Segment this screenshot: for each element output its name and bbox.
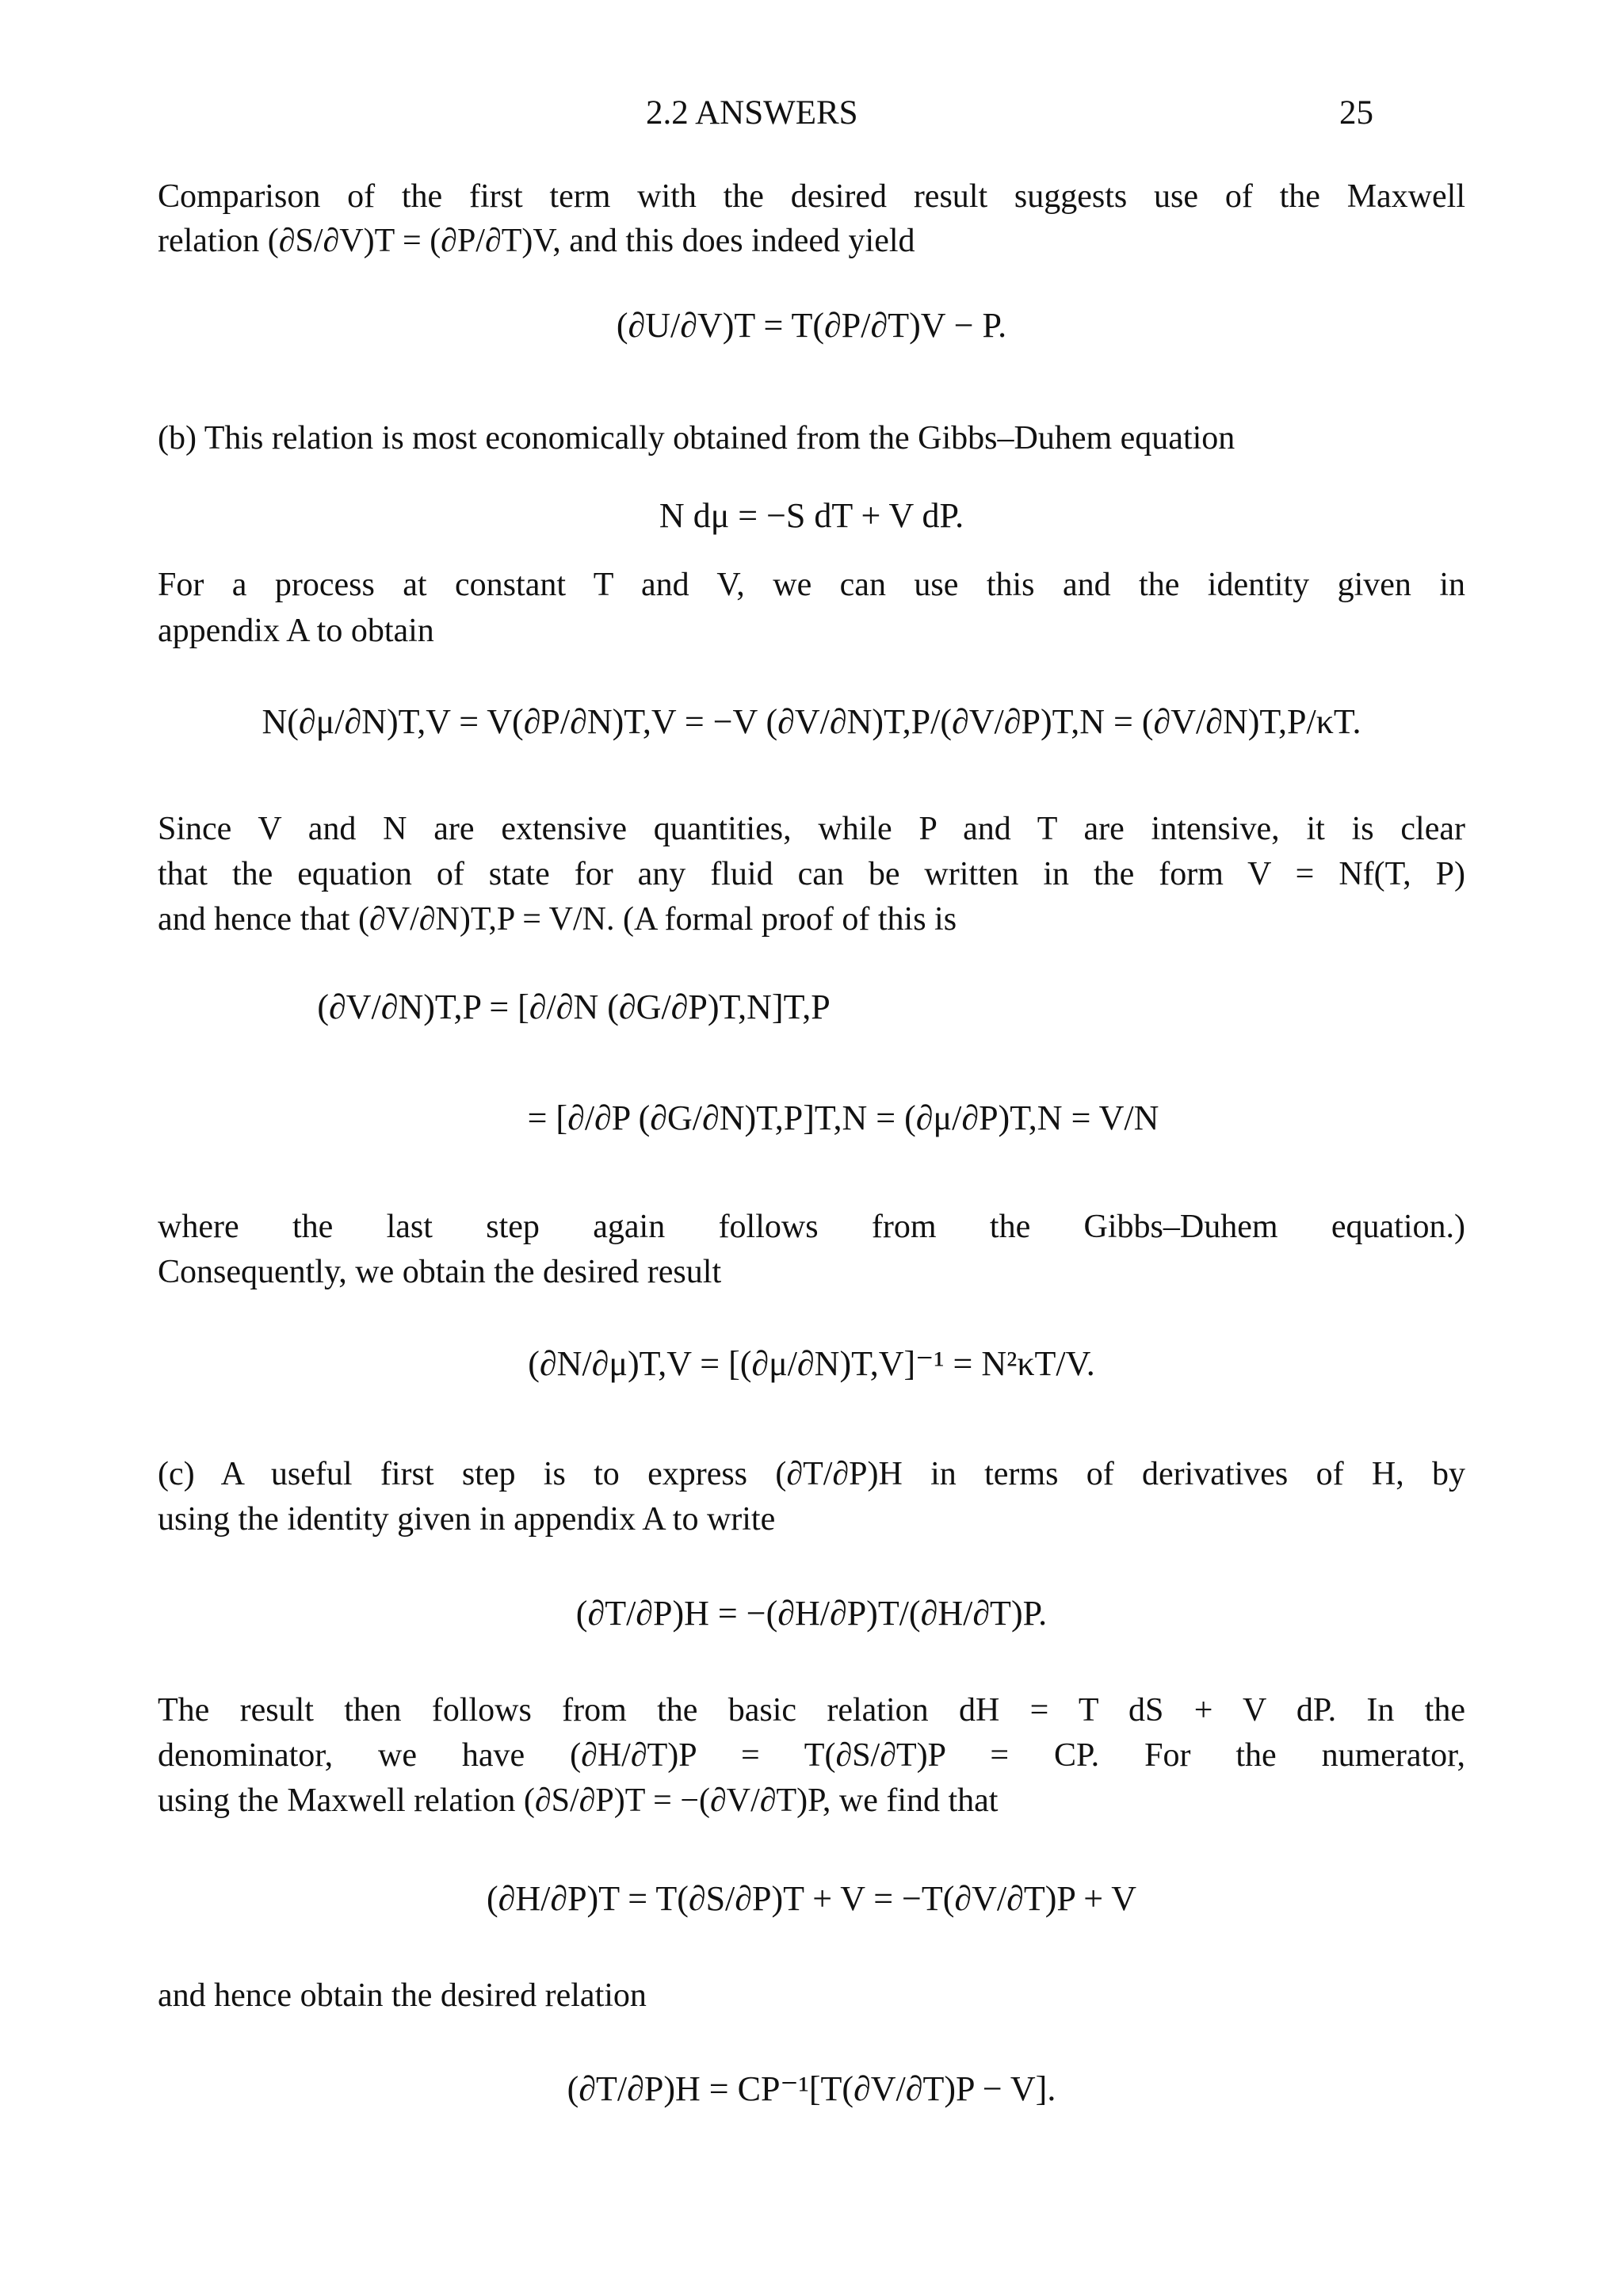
paragraph-line: and hence that (∂V/∂N)T,P = V/N. (A formal proof of this is — [158, 901, 957, 938]
paragraph-line: appendix A to obtain — [158, 613, 434, 649]
running-header: 2.2 ANSWERS — [646, 94, 858, 132]
paragraph-line: using the Maxwell relation (∂S/∂P)T = −(∂V/∂T)P, we find that — [158, 1782, 999, 1819]
equation-7: (∂H/∂P)T = T(∂S/∂P)T + V = −T(∂V/∂T)P + V — [486, 1879, 1137, 1918]
equation-4a: (∂V/∂N)T,P = [∂/∂N (∂G/∂P)T,N]T,P — [317, 988, 831, 1026]
paragraph-line: For a process at constant T and V, we can use this and the identity given in — [158, 567, 1465, 603]
paragraph-line: (c) A useful first step is to express (∂T/∂P)H in terms of derivatives of H, by — [158, 1456, 1465, 1492]
page-number: 25 — [1339, 94, 1373, 132]
paragraph-line: where the last step again follows from the Gibbs–Duhem equation.) — [158, 1209, 1465, 1245]
paragraph-line: and hence obtain the desired relation — [158, 1977, 647, 2014]
equation-4b: = [∂/∂P (∂G/∂N)T,P]T,N = (∂μ/∂P)T,N = V/N — [527, 1098, 1159, 1137]
equation-5: (∂N/∂μ)T,V = [(∂μ/∂N)T,V]⁻¹ = N²κT/V. — [528, 1344, 1095, 1383]
paragraph-line: (b) This relation is most economically obtained from the Gibbs–Duhem equation — [158, 420, 1235, 457]
equation-8: (∂T/∂P)H = CP⁻¹[T(∂V/∂T)P − V]. — [567, 2069, 1056, 2108]
paragraph-line: that the equation of state for any fluid can be written in the form V = Nf(T, P) — [158, 856, 1465, 892]
paragraph-line: Consequently, we obtain the desired result — [158, 1254, 722, 1290]
paragraph-line: Since V and N are extensive quantities, while P and T are intensive, it is clear — [158, 811, 1465, 847]
equation-1: (∂U/∂V)T = T(∂P/∂T)V − P. — [616, 306, 1007, 345]
equation-6: (∂T/∂P)H = −(∂H/∂P)T/(∂H/∂T)P. — [575, 1594, 1048, 1633]
equation-2: N dμ = −S dT + V dP. — [659, 496, 964, 535]
paragraph-line: using the identity given in appendix A to write — [158, 1501, 776, 1538]
paragraph-line: The result then follows from the basic relation dH = T dS + V dP. In the — [158, 1692, 1465, 1729]
paragraph-line: relation (∂S/∂V)T = (∂P/∂T)V, and this does indeed yield — [158, 223, 915, 259]
equation-3: N(∂μ/∂N)T,V = V(∂P/∂N)T,V = −V (∂V/∂N)T,P/(∂V/∂P)T,N = (∂V/∂N)T,P/κT. — [262, 702, 1361, 741]
paragraph-line: denominator, we have (∂H/∂T)P = T(∂S/∂T)P = CP. For the numerator, — [158, 1737, 1465, 1774]
paragraph-line: Comparison of the first term with the desired result suggests use of the Maxwell — [158, 178, 1465, 215]
